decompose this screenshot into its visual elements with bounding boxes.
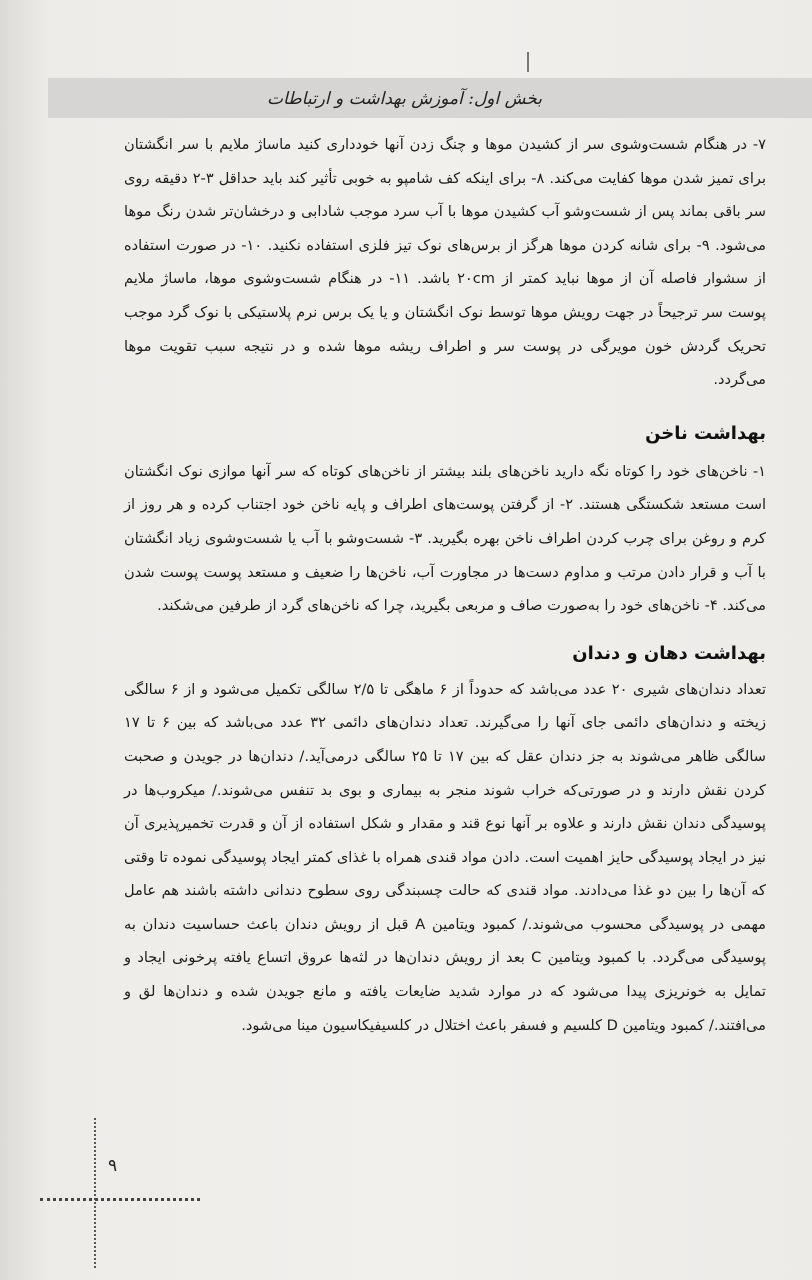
nail-hygiene-heading: بهداشت ناخن — [645, 422, 766, 444]
page-content — [124, 128, 766, 1042]
oral-hygiene-paragraph: تعداد دندان‌های شیری ۲۰ عدد می‌باشد که حدوداً از ۶ ماهگی تا ۲/۵ سالگی تکمیل می‌شود و از ۶ سالگی زیخته و دندان‌های دائمی جای آنها را می‌گیرند. تعداد دندان‌های دائمی ۳۲ عدد می‌باشد که بین ۶ تا ۱۷ سالگی ظاهر می‌شوند به جز دندان عقل که بین ۱۷ تا ۲۵ سالگی درمی‌آید./ دندان‌ها در جویدن و صحبت کردن نقش دارند و در صورتی‌که خراب شوند منجر به بیماری و بوی بد تنفس می‌شوند./ میکروب‌ها در پوسیدگی دندان نقش دارند و علاوه بر آنها نوع قند و مقدار و شکل استفاده از آن و قدرت تخمیرپذیری آن نیز در ایجاد پوسیدگی حایز اهمیت است. دادن مواد قندی همراه با غذای کمتر ایجاد پوسیدگی نموده تا وقتی که آن‌ها را بین دو غذا می‌دادند. مواد قندی که حالت چسبندگی روی سطوح دندانی داشته باشند هم عامل مهمی در پوسیدگی محسوب می‌شوند./ کمبود ویتامین A قبل از رویش دندان باعث حساسیت دندان به پوسیدگی می‌گردد. با کمبود ویتامین C بعد از رویش دندان‌ها در لثه‌ها عروق اتساع یافته پرخونی ایجاد و تمایل به خونریزی پیدا می‌شود که در موارد شدید ضایعات یافته و مانع جویدن شده و دندان‌ها لق و می‌افتند./ کمبود ویتامین D کلسیم و فسفر باعث اختلال در کلسیفیکاسیون مینا می‌شود. — [124, 680, 767, 1034]
oral-hygiene-heading: بهداشت دهان و دندان — [572, 642, 766, 664]
horizontal-dotted-line — [40, 1198, 200, 1201]
page-number: ۹ — [108, 1156, 118, 1176]
hair-care-paragraph: ۷- در هنگام شست‌وشوی سر از کشیدن موها و چنگ زدن آنها خودداری کنید ماساژ ملایم با سر انگشتان برای تمیز شدن موها کفایت می‌کند. ۸- برای اینکه کف شامپو به خوبی تأثیر کند باید حداقل ۳-۲ دقیقه روی سر باقی بماند پس از شست‌وشو آب کشیدن موها با آب سرد موجب شادابی و درخشان‌تر شدن رنگ موها می‌شود. ۹- برای شانه کردن موها هرگز از برس‌های نوک تیز فلزی استفاده نکنید. ۱۰- در صورت استفاده از سشوار فاصله آن از موها نباید کمتر از ۲۰cm باشد. ۱۱- در هنگام شست‌وشوی موها، ماساژ ملایم پوست سر ترجیحاً در جهت رویش موها توسط نوک انگشتان و یا یک برس نرم پلاستیکی با نوک گرد موجب تحریک گردش خون مویرگی در پوست سر و اطراف ریشه موها شده و در نتیجه سبب تقویت موها می‌گردد. — [124, 136, 767, 389]
chapter-title: بخش اول: آموزش بهداشت و ارتباطات — [266, 89, 542, 109]
header-divider — [527, 52, 529, 72]
nail-hygiene-paragraph: ۱- ناخن‌های خود را کوتاه نگه دارید ناخن‌های بلند بیشتر از ناخن‌های کوتاه که سر آنها موازی نوک انگشتان است مستعد شکستگی هستند. ۲- از گرفتن پوست‌های اطراف و پایه ناخن خود اجتناب کرده و هر روز از کرم و روغن برای چرب کردن اطراف ناخن بهره بگیرید. ۳- شست‌وشو با آب یا شست‌وشوی زیاد انگشتان با آب و قرار دادن مرتب و مداوم دست‌ها در مجاورت آب، ناخن‌ها را ضعیف و مستعد پوست پوست شدن می‌کند. ۴- ناخن‌های خود را به‌صورت صاف و مربعی بگیرید، چرا که ناخن‌های گرد از طرفین می‌شکند. — [124, 462, 766, 615]
vertical-dotted-line — [94, 1118, 96, 1268]
